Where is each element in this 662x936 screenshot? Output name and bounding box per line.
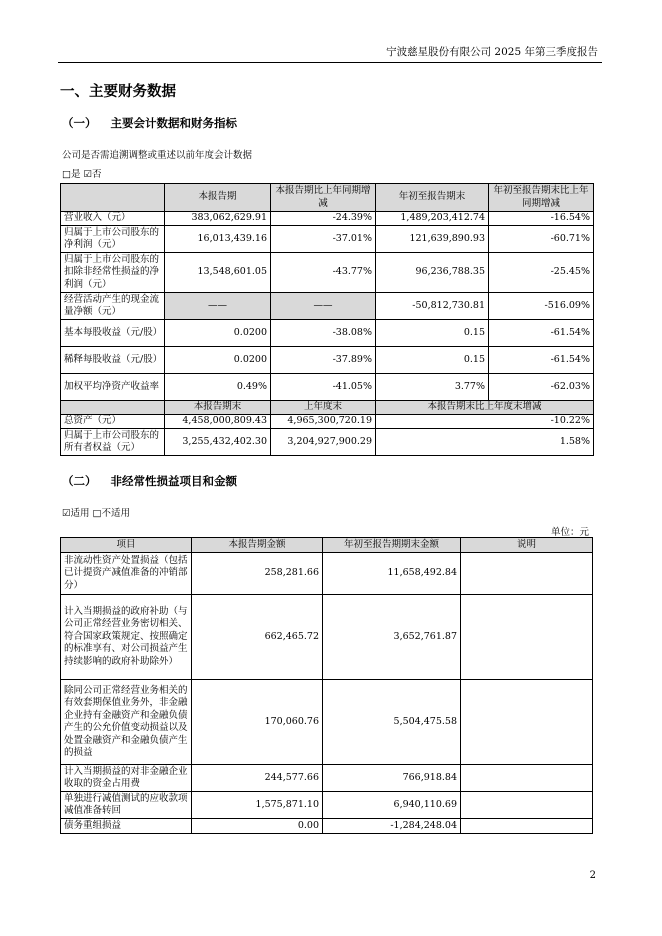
row-label: 营业收入（元） bbox=[61, 212, 165, 226]
table-cell: 0.0200 bbox=[165, 320, 271, 347]
table-row bbox=[61, 680, 593, 765]
table-cell: 1.58% bbox=[376, 429, 594, 456]
header-divider bbox=[58, 62, 602, 63]
table-cell bbox=[461, 792, 593, 819]
row-label: 经营活动产生的现金流量净额（元） bbox=[61, 293, 165, 320]
table-cell: 4,458,000,809.43 bbox=[165, 415, 271, 429]
table-cell: 3,204,927,900.29 bbox=[271, 429, 376, 456]
table-cell: 4,965,300,720.19 bbox=[271, 415, 376, 429]
table-row bbox=[61, 253, 594, 293]
table-cell bbox=[461, 765, 593, 792]
subsection-1-number: （一） bbox=[62, 116, 97, 130]
table-cell: 170,060.76 bbox=[192, 680, 323, 765]
financial-data-table bbox=[60, 183, 594, 456]
table-cell: 6,940,110.69 bbox=[323, 792, 461, 819]
report-header: 宁波慈星股份有限公司 2025 年第三季度报告 bbox=[386, 46, 598, 58]
table-cell: 1,489,203,412.74 bbox=[376, 212, 489, 226]
table-cell: 0.15 bbox=[376, 320, 489, 347]
table-cell: -61.54% bbox=[489, 320, 594, 347]
table-cell: -60.71% bbox=[489, 226, 594, 253]
subsection-2-text: 非经常性损益项目和金额 bbox=[110, 474, 237, 488]
restatement-options: □是 ☑否 bbox=[62, 169, 102, 180]
table-row bbox=[61, 595, 593, 680]
header-cell: 本报告期金额 bbox=[192, 538, 323, 553]
row-label: 除同公司正常经营业务相关的有效套期保值业务外，非金融企业持有金融资产和金融负债产生的公允价值变动损益以及处置金融资产和金融负债产生的损益 bbox=[61, 680, 192, 765]
row-label: 计入当期损益的对非金融企业收取的资金占用费 bbox=[61, 765, 192, 792]
applicable-options: ☑适用 □不适用 bbox=[62, 508, 131, 519]
table-cell: 3.77% bbox=[376, 374, 489, 401]
table-cell: 1,575,871.10 bbox=[192, 792, 323, 819]
table-cell: -43.77% bbox=[271, 253, 376, 293]
table-row bbox=[61, 415, 594, 429]
table-cell: 244,577.66 bbox=[192, 765, 323, 792]
table-cell: -10.22% bbox=[376, 415, 594, 429]
table-cell: 0.00 bbox=[192, 819, 323, 834]
table-cell bbox=[461, 595, 593, 680]
table-cell: -16.54% bbox=[489, 212, 594, 226]
header-cell: 年初至报告期末 bbox=[376, 184, 489, 212]
table-cell: 16,013,439.16 bbox=[165, 226, 271, 253]
table-cell: -62.03% bbox=[489, 374, 594, 401]
table-row bbox=[61, 347, 594, 374]
table-row bbox=[61, 765, 593, 792]
table-cell: 766,918.84 bbox=[323, 765, 461, 792]
table-cell bbox=[461, 680, 593, 765]
table-cell: -25.45% bbox=[489, 253, 594, 293]
table-cell: —— bbox=[165, 293, 271, 320]
header-cell: 年初至报告期期末金额 bbox=[323, 538, 461, 553]
page-number: 2 bbox=[589, 870, 596, 881]
table-cell: 11,658,492.84 bbox=[323, 553, 461, 595]
table-cell bbox=[461, 553, 593, 595]
table-header-row bbox=[61, 401, 594, 415]
table-cell: 258,281.66 bbox=[192, 553, 323, 595]
table-cell: -37.89% bbox=[271, 347, 376, 374]
subsection-1-text: 主要会计数据和财务指标 bbox=[110, 116, 237, 130]
row-label: 归属于上市公司股东的净利润（元） bbox=[61, 226, 165, 253]
section-title: 一、主要财务数据 bbox=[60, 83, 176, 100]
row-label: 计入当期损益的政府补助（与公司正常经营业务密切相关、符合国家政策规定、按照确定的标准享有、对公司损益产生持续影响的政府补助除外） bbox=[61, 595, 192, 680]
header-cell: 项目 bbox=[61, 538, 192, 553]
table-cell: -37.01% bbox=[271, 226, 376, 253]
subsection-2-title bbox=[62, 473, 237, 489]
table-cell: 3,255,432,402.30 bbox=[165, 429, 271, 456]
table-cell: 3,652,761.87 bbox=[323, 595, 461, 680]
table-row bbox=[61, 429, 594, 456]
header-cell: 上年度末 bbox=[271, 401, 376, 415]
table-cell: -24.39% bbox=[271, 212, 376, 226]
subsection-1-title bbox=[62, 115, 237, 131]
table-cell: -50,812,730.81 bbox=[376, 293, 489, 320]
header-cell bbox=[61, 184, 165, 212]
table-cell: 5,504,475.58 bbox=[323, 680, 461, 765]
table-cell: -41.05% bbox=[271, 374, 376, 401]
table-row bbox=[61, 293, 594, 320]
row-label: 归属于上市公司股东的扣除非经常性损益的净利润（元） bbox=[61, 253, 165, 293]
table-cell: -38.08% bbox=[271, 320, 376, 347]
row-label: 加权平均净资产收益率 bbox=[61, 374, 165, 401]
header-cell bbox=[61, 401, 165, 415]
table-row bbox=[61, 212, 594, 226]
table-header-row bbox=[61, 184, 594, 212]
table-row bbox=[61, 374, 594, 401]
unit-label: 单位：元 bbox=[550, 527, 589, 538]
row-label: 稀释每股收益（元/股） bbox=[61, 347, 165, 374]
table-cell: -61.54% bbox=[489, 347, 594, 374]
table-cell bbox=[461, 819, 593, 834]
header-cell: 说明 bbox=[461, 538, 593, 553]
table-cell: 0.15 bbox=[376, 347, 489, 374]
table-cell: 662,465.72 bbox=[192, 595, 323, 680]
table-row bbox=[61, 792, 593, 819]
row-label: 归属于上市公司股东的所有者权益（元） bbox=[61, 429, 165, 456]
table-cell: -516.09% bbox=[489, 293, 594, 320]
subsection-2-number: （二） bbox=[62, 474, 97, 488]
table-cell: 96,236,788.35 bbox=[376, 253, 489, 293]
table-cell: 13,548,601.05 bbox=[165, 253, 271, 293]
restatement-question: 公司是否需追溯调整或重述以前年度会计数据 bbox=[62, 150, 253, 161]
table-row bbox=[61, 553, 593, 595]
row-label: 债务重组损益 bbox=[61, 819, 192, 834]
table-row bbox=[61, 320, 594, 347]
non-recurring-items-table bbox=[60, 537, 593, 834]
row-label: 非流动性资产处置损益（包括已计提资产减值准备的冲销部分） bbox=[61, 553, 192, 595]
table-cell: 121,639,890.93 bbox=[376, 226, 489, 253]
table-row bbox=[61, 819, 593, 834]
table-cell: 0.0200 bbox=[165, 347, 271, 374]
table-cell: 0.49% bbox=[165, 374, 271, 401]
header-cell: 本报告期末比上年度末增减 bbox=[376, 401, 594, 415]
table-cell: 383,062,629.91 bbox=[165, 212, 271, 226]
header-cell: 本报告期 bbox=[165, 184, 271, 212]
table-cell: -1,284,248.04 bbox=[323, 819, 461, 834]
row-label: 单独进行减值测试的应收款项减值准备转回 bbox=[61, 792, 192, 819]
table-row bbox=[61, 226, 594, 253]
table-cell: —— bbox=[271, 293, 376, 320]
row-label: 总资产（元） bbox=[61, 415, 165, 429]
row-label: 基本每股收益（元/股） bbox=[61, 320, 165, 347]
table-header-row bbox=[61, 538, 593, 553]
header-cell: 年初至报告期末比上年同期增减 bbox=[489, 184, 594, 212]
header-cell: 本报告期比上年同期增减 bbox=[271, 184, 376, 212]
header-cell: 本报告期末 bbox=[165, 401, 271, 415]
